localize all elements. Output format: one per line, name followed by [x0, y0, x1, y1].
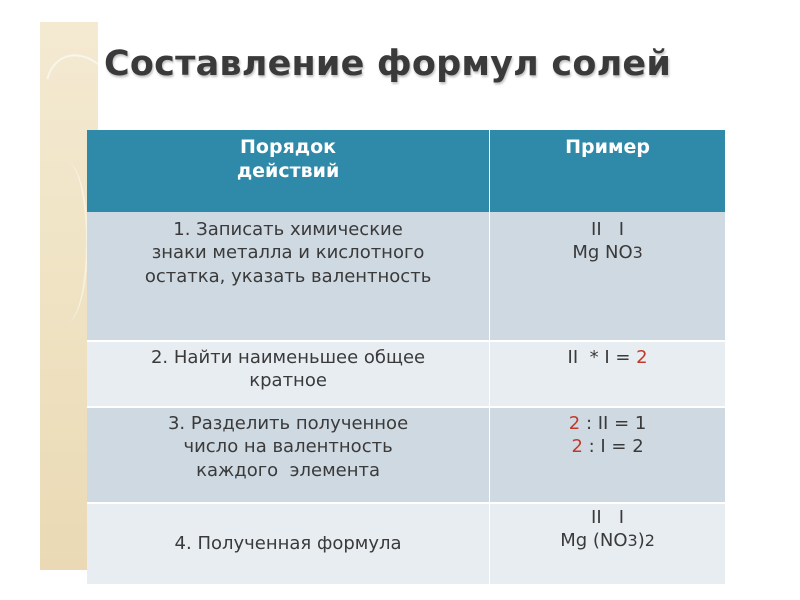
- step-cell: [87, 407, 490, 503]
- step-text-line: 2. Найти наименьшее общее: [150, 347, 426, 368]
- table-row: [87, 503, 725, 585]
- salt-formula-table: [87, 130, 725, 586]
- header-steps-line1: Порядок: [240, 136, 337, 158]
- division-line: [498, 412, 717, 435]
- formula-subscript: 3: [627, 531, 638, 551]
- step-text-line: 4. Полученная формула: [174, 533, 402, 555]
- formula-main: Mg (NO: [560, 530, 628, 552]
- table-row: [87, 212, 725, 341]
- step-text-line: число на валентность: [183, 436, 393, 458]
- step-text-line: каждого элемента: [196, 459, 381, 481]
- header-example: Пример: [490, 130, 725, 212]
- step-text-line: кратное: [249, 370, 327, 392]
- division-dividend: 2: [568, 413, 581, 434]
- slide-title: Составление формул солей: [104, 44, 672, 84]
- example-cell: [490, 407, 725, 503]
- step-text-line: 1. Записать химические: [173, 219, 403, 240]
- header-steps: [87, 130, 490, 212]
- example-cell: [490, 212, 725, 341]
- header-steps-line2: действий: [236, 159, 340, 182]
- formula-main: Mg NO: [572, 242, 633, 264]
- example-cell: [490, 341, 725, 407]
- lcm-expression: II * I =: [567, 347, 637, 368]
- step-cell: [87, 341, 490, 407]
- lcm-result: 2: [636, 347, 648, 368]
- step-text-line: остатка, указать валентность: [144, 265, 432, 287]
- formula-text: [498, 529, 717, 552]
- formula-text: [498, 241, 717, 264]
- example-cell: [490, 503, 725, 585]
- formula-close-paren: ): [637, 530, 645, 552]
- division-dividend: 2: [571, 436, 583, 458]
- step-text-line: знаки металла и кислотного: [151, 242, 425, 264]
- division-rest: : I = 2: [582, 436, 644, 458]
- valence-label: II I: [591, 507, 625, 528]
- formula-subscript: 3: [632, 243, 643, 263]
- valence-label: II I: [591, 219, 625, 240]
- step-text-line: 3. Разделить полученное: [167, 413, 409, 434]
- division-rest: : II = 1: [580, 413, 647, 434]
- table-row: [87, 407, 725, 503]
- table-header-row: [87, 130, 725, 212]
- step-cell: [87, 212, 490, 341]
- step-cell: [87, 503, 490, 585]
- formula-subscript: 2: [644, 531, 655, 551]
- division-line: [498, 435, 717, 458]
- table-row: [87, 341, 725, 407]
